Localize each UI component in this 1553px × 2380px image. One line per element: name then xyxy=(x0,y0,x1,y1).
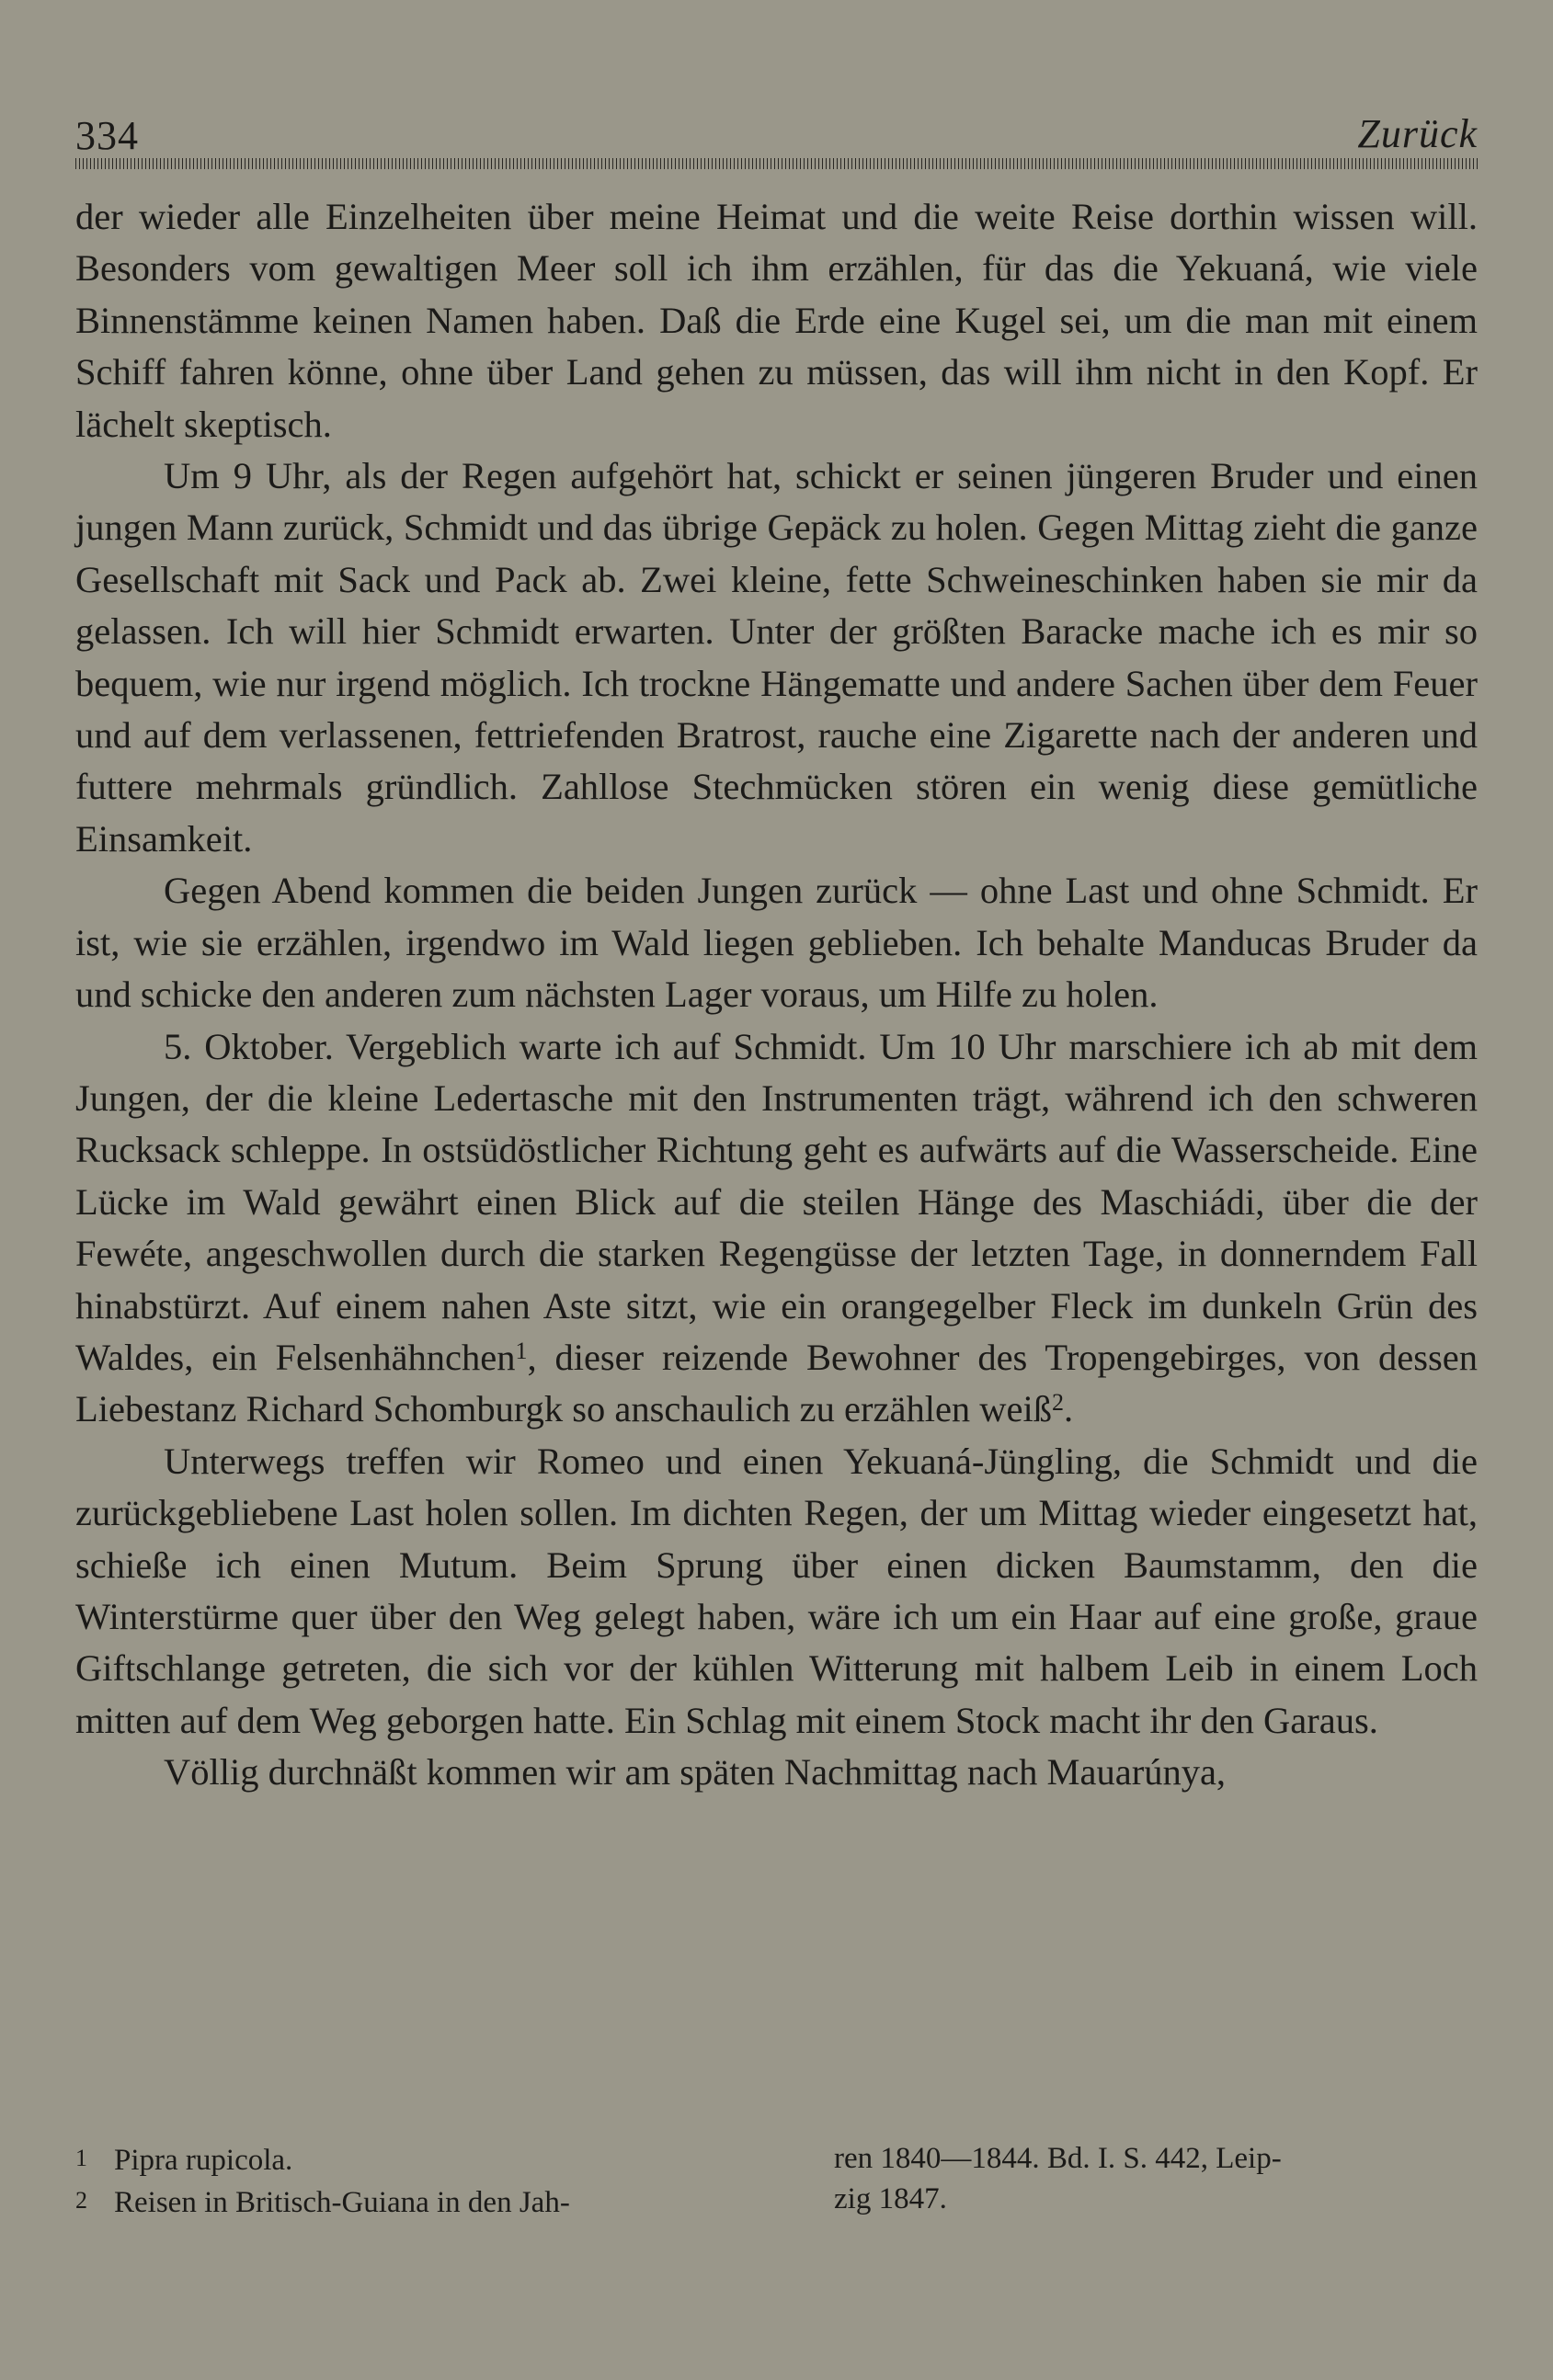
footnote-1 xyxy=(75,2138,756,2181)
footnotes-left-column xyxy=(75,2138,756,2223)
paragraph-2: Um 9 Uhr, als der Regen aufgehört hat, schickt er seinen jüngeren Bruder und einen jungen Mann zurück, Schmidt und das übrige Gepäck zu holen. Gegen Mittag zieht die ganze Gesellschaft mit Sack und Pack ab. Zwei kleine, fette Schweineschinken haben sie mir da gelassen. Ich will hier Schmidt erwarten. Unter der größten Baracke mache ich es mir so bequem, wie nur irgend möglich. Ich trockne Hängematte und andere Sachen über dem Feuer und auf dem verlassenen, fettriefenden Bratrost, rauche eine Zigarette nach der anderen und futtere mehrmals gründlich. Zahllose Stechmücken stören ein wenig diese gemütliche Einsamkeit. xyxy=(75,455,1478,860)
paragraph-6: Völlig durchnäßt kommen wir am späten Nachmittag nach Mauarúnya, xyxy=(164,1751,1227,1794)
paragraph-4-text-b: , dieser reizende Bewohner des Tropengebirges, von dessen Liebestanz Richard Schomburgk so anschaulich zu erzählen weiß xyxy=(75,1336,1479,1430)
paragraph-5: Unterwegs treffen wir Romeo und einen Yekuaná-Jüngling, die Schmidt und die zurückgebliebene Last holen sollen. Im dichten Regen, der um Mittag wieder eingesetzt hat, schieße ich einen Mutum. Beim Sprung über einen dicken Baumstamm, den die Winterstürme quer über den Weg gelegt haben, wäre ich um ein Haar auf eine große, graue Giftschlange getreten, die sich vor der kühlen Witterung mit halbem Leib in einem Loch mitten auf dem Weg geborgen hatte. Ein Schlag mit einem Stock macht ihr den Garaus. xyxy=(75,1440,1478,1741)
body-text xyxy=(75,191,1478,1799)
footnote-2-text-a: Reisen in Britisch-Guiana in den Jah- xyxy=(114,2186,570,2219)
paragraph-3: Gegen Abend kommen die beiden Jungen zurück — ohne Last und ohne Schmidt. Er ist, wie sie erzählen, irgendwo im Wald liegen geblieben. Ich behalte Manducas Bruder da und schicke den anderen zum nächsten Lager voraus, um Hilfe zu holen. xyxy=(75,870,1478,1016)
footnote-2 xyxy=(75,2181,756,2223)
paragraph-4-text-a: 5. Oktober. Vergeblich warte ich auf Schmidt. Um 10 Uhr marschiere ich ab mit dem Jungen, der die kleine Ledertasche mit den Instrumenten trägt, während ich den schweren Rucksack schleppe. In ostsüdöstlicher Richtung geht es aufwärts auf die Wasserscheide. Eine Lücke im Wald gewährt einen Blick auf die steilen Hänge des Maschiádi, über die der Fewéte, angeschwollen durch die starken Regengüsse der letzten Tage, in donnerndem Fall hinabstürzt. Auf einem nahen Aste sitzt, wie ein orangegelber Fleck im dunkeln Grün des Waldes, ein Felsenhähnchen xyxy=(75,1025,1478,1378)
page-header xyxy=(75,108,1478,167)
paragraph-4 xyxy=(75,1021,1478,1436)
footnote-2-line-b: ren 1840—1844. Bd. I. S. 442, Leip- xyxy=(834,2142,1282,2175)
page-number: 334 xyxy=(75,113,139,158)
running-head: Zurück xyxy=(1357,111,1478,156)
footnote-1-mark: 1 xyxy=(75,2145,87,2171)
footnote-ref-1: 1 xyxy=(515,1337,528,1364)
paragraph-4-text-c: . xyxy=(1064,1388,1074,1430)
paragraph-1: der wieder alle Einzelheiten über meine Heimat und die weite Reise dorthin wissen will. Besonders vom gewaltigen Meer soll ich ihm erzählen, für das die Yekuaná, wie viele Binnenstämme keinen Namen haben. Daß die Erde eine Kugel sei, um die man mit einem Schiff fahren könne, ohne über Land gehen zu müssen, das will ihm nicht in den Kopf. Er lächelt skeptisch. xyxy=(75,196,1478,445)
footnote-2-mark: 2 xyxy=(75,2187,87,2214)
footnote-1-text: Pipra rupicola. xyxy=(114,2144,293,2177)
header-rule xyxy=(75,158,1478,169)
footnotes xyxy=(75,2138,1478,2223)
footnote-ref-2: 2 xyxy=(1052,1389,1065,1417)
footnote-2-line-c: zig 1847. xyxy=(834,2182,947,2215)
footnotes-right-column xyxy=(834,2138,1478,2223)
